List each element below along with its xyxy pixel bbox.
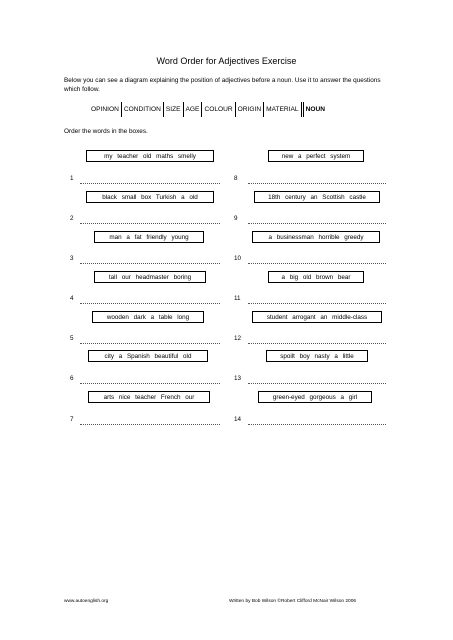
order-term-size: SIZE bbox=[164, 102, 184, 117]
word-box-11: a big old brown bear bbox=[268, 271, 364, 283]
adjective-order-diagram bbox=[89, 102, 327, 117]
page-title: Word Order for Adjectives Exercise bbox=[156, 56, 297, 66]
word-box-10: a businessman horrible greedy bbox=[252, 231, 380, 243]
question-number: 3 bbox=[70, 255, 74, 262]
answer-line-11[interactable] bbox=[234, 294, 244, 304]
word-box-3: man a fat friendly young bbox=[94, 231, 204, 243]
answer-line-9[interactable] bbox=[234, 214, 244, 224]
question-number: 12 bbox=[234, 335, 242, 342]
word-box-14: green-eyed gorgeous a girl bbox=[258, 391, 372, 403]
question-number: 2 bbox=[70, 215, 74, 222]
word-box-1: my teacher old maths smelly bbox=[86, 150, 214, 162]
question-number: 5 bbox=[70, 335, 74, 342]
answer-line-3[interactable] bbox=[70, 254, 80, 264]
order-term-colour: COLOUR bbox=[202, 102, 235, 117]
question-number: 10 bbox=[234, 255, 242, 262]
answer-line-5[interactable] bbox=[70, 334, 80, 344]
answer-line-7[interactable] bbox=[70, 415, 80, 425]
word-box-2: black small box Turkish a old bbox=[86, 191, 214, 203]
answer-line-2[interactable] bbox=[70, 214, 80, 224]
answer-line-13[interactable] bbox=[234, 374, 244, 384]
answer-line-10[interactable] bbox=[234, 254, 244, 264]
question-number: 6 bbox=[70, 375, 74, 382]
order-term-noun: NOUN bbox=[303, 102, 327, 117]
question-number: 4 bbox=[70, 295, 74, 302]
word-box-8: new a perfect system bbox=[268, 150, 364, 162]
answer-line-14[interactable] bbox=[234, 415, 244, 425]
word-box-13: spoilt boy nasty a little bbox=[266, 350, 368, 362]
word-box-12: student arrogant an middle-class bbox=[252, 311, 382, 323]
order-term-age: AGE bbox=[184, 102, 203, 117]
word-box-4: tall our headmaster boring bbox=[94, 271, 206, 283]
question-number: 7 bbox=[70, 416, 74, 423]
answer-line-12[interactable] bbox=[234, 334, 244, 344]
answer-line-6[interactable] bbox=[70, 374, 80, 384]
question-number: 8 bbox=[234, 175, 238, 182]
answer-line-8[interactable] bbox=[234, 174, 244, 184]
question-number: 1 bbox=[70, 175, 74, 182]
question-number: 14 bbox=[234, 416, 242, 423]
answer-line-4[interactable] bbox=[70, 294, 80, 304]
instruction-text: Order the words in the boxes. bbox=[64, 128, 148, 135]
intro-text: Below you can see a diagram explaining the position of adjectives before a noun. Use it to answer the questions which follow. bbox=[64, 77, 381, 93]
question-number: 13 bbox=[234, 375, 242, 382]
footer-website[interactable]: www.autoenglish.org bbox=[64, 599, 109, 604]
order-term-opinion: OPINION bbox=[89, 102, 122, 117]
word-box-7: arts nice teacher French our bbox=[88, 391, 210, 403]
word-box-6: city a Spanish beautiful old bbox=[88, 350, 208, 362]
question-number: 11 bbox=[234, 295, 241, 302]
answer-line-1[interactable] bbox=[70, 174, 80, 184]
order-term-material: MATERIAL bbox=[264, 102, 302, 117]
word-box-9: 18th century an Scottish castle bbox=[254, 191, 380, 203]
word-box-5: wooden dark a table long bbox=[92, 311, 204, 323]
order-term-condition: CONDITION bbox=[122, 102, 164, 117]
order-term-origin: ORIGIN bbox=[236, 102, 264, 117]
question-number: 9 bbox=[234, 215, 238, 222]
footer-credit: Written by Bob Wilson ©Robert Clifford McNair Wilson 2006 bbox=[229, 599, 357, 604]
